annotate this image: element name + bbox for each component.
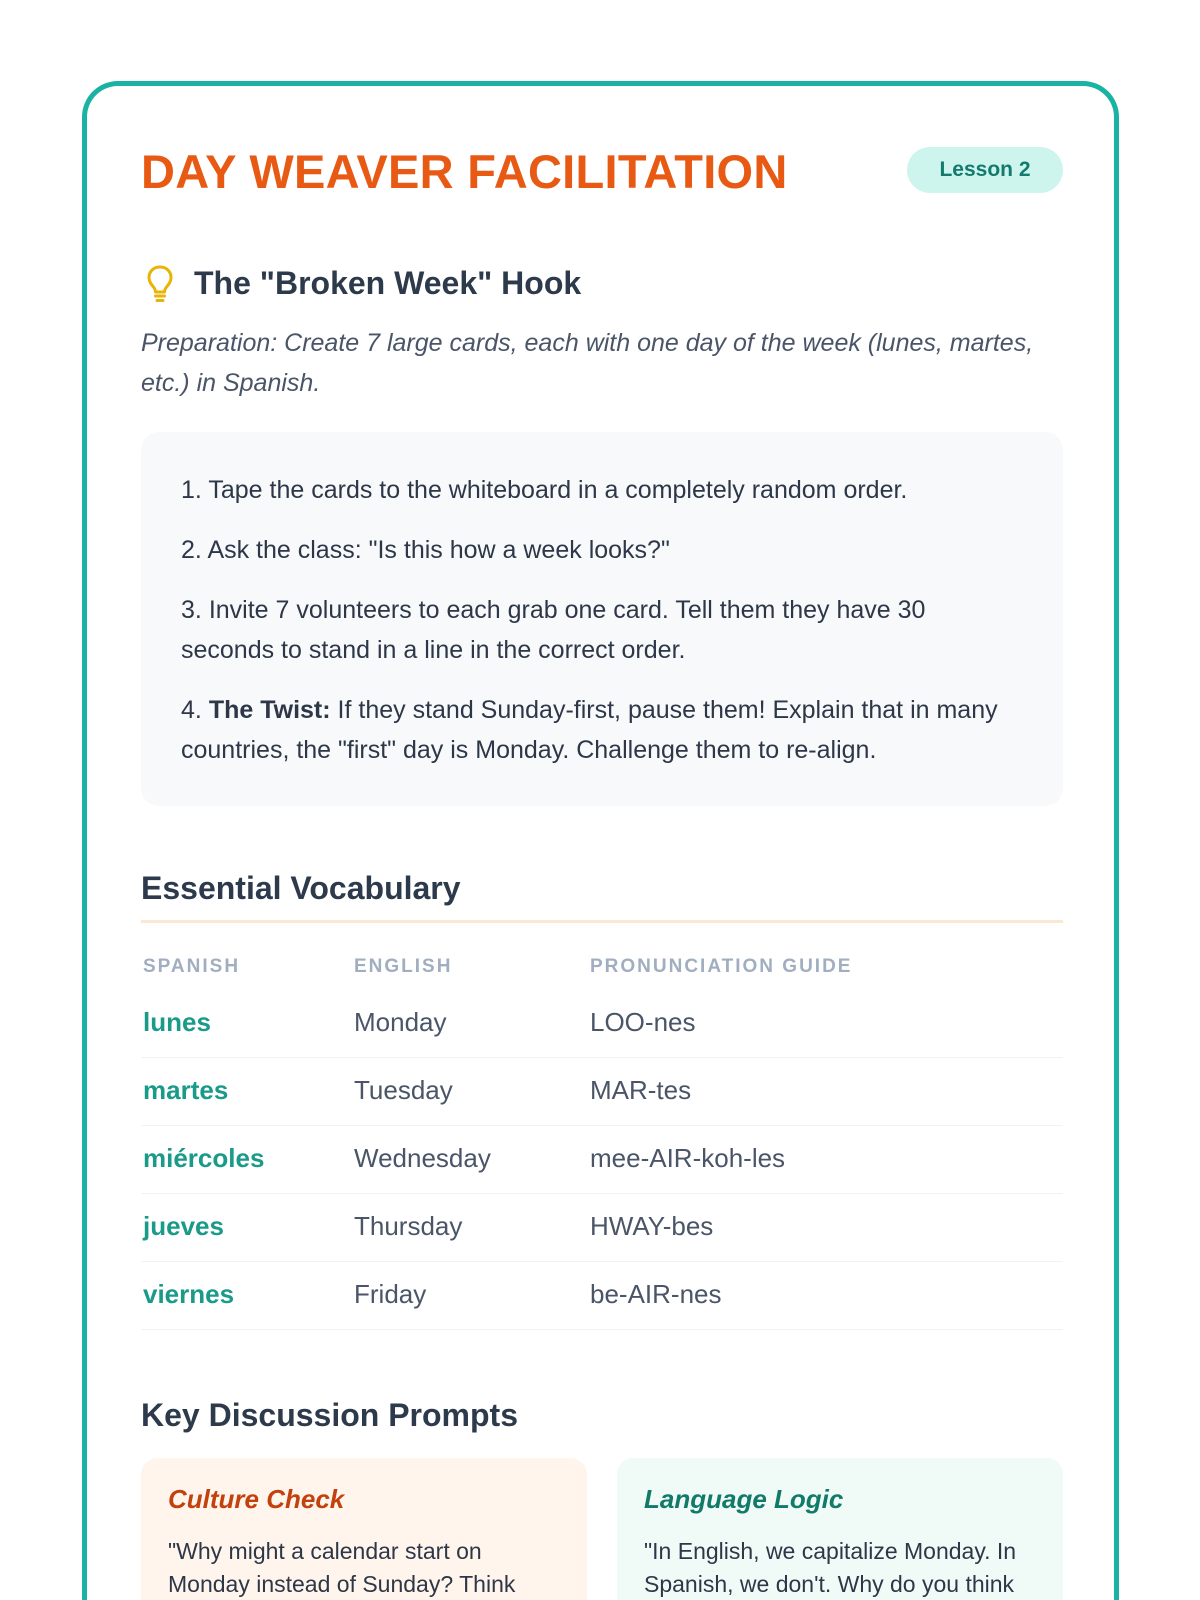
english-word: Monday (354, 1007, 447, 1037)
page-title: DAY WEAVER FACILITATION (141, 145, 788, 198)
column-header-english: ENGLISH (354, 956, 453, 977)
step-item: 1. Tape the cards to the whiteboard in a completely random order. (181, 476, 908, 504)
vocabulary-title: Essential Vocabulary (141, 870, 461, 906)
steps-box (141, 432, 1063, 806)
prompt-heading: Culture Check (168, 1484, 345, 1514)
step-item: 2. Ask the class: "Is this how a week looks?" (181, 536, 670, 564)
prompt-card-culture-check (141, 1458, 587, 1600)
lesson-badge: Lesson 2 (907, 147, 1063, 193)
english-word: Friday (354, 1279, 427, 1309)
spanish-word: viernes (143, 1279, 235, 1309)
pronunciation: HWAY-bes (590, 1211, 714, 1241)
english-word: Tuesday (354, 1075, 453, 1105)
column-header-spanish: SPANISH (143, 956, 241, 977)
table-row (141, 1262, 1063, 1330)
hook-heading (141, 261, 1063, 305)
pronunciation: LOO-nes (590, 1007, 696, 1037)
table-row (141, 1126, 1063, 1194)
vocabulary-header-row (141, 956, 1063, 986)
twist-label: The Twist: (208, 696, 331, 724)
spanish-word: lunes (143, 1007, 211, 1037)
spanish-word: jueves (143, 1211, 224, 1241)
prompt-card-language-logic (617, 1458, 1063, 1600)
table-row (141, 1058, 1063, 1126)
lesson-card (82, 81, 1119, 1600)
step-item: 4. The Twist: If they stand Sunday-first, pause them! Explain that in many countries, the "first" day is Monday. Challenge them to re-align. (181, 696, 998, 764)
spanish-word: martes (143, 1075, 229, 1105)
prompt-text: "In English, we capitalize Monday. In Spanish, we don't. Why do you think (644, 1538, 1017, 1597)
english-word: Thursday (354, 1211, 463, 1241)
pronunciation: MAR-tes (590, 1075, 692, 1105)
vocabulary-divider (141, 920, 1063, 923)
lightbulb-icon (145, 264, 175, 304)
step-item: 3. Invite 7 volunteers to each grab one card. Tell them they have 30 seconds to stand in a line in the correct order. (181, 596, 926, 664)
hook-title: The "Broken Week" Hook (194, 265, 582, 301)
vocabulary-table (141, 990, 1063, 1330)
pronunciation: mee-AIR-koh-les (590, 1143, 786, 1173)
table-row (141, 990, 1063, 1058)
spanish-word: miércoles (143, 1143, 265, 1173)
table-row (141, 1194, 1063, 1262)
pronunciation: be-AIR-nes (590, 1279, 722, 1309)
prompt-text: "Why might a calendar start on Monday instead of Sunday? Think (168, 1538, 516, 1597)
prompts-title: Key Discussion Prompts (141, 1397, 518, 1433)
preparation-note: Preparation: Create 7 large cards, each with one day of the week (lunes, martes, etc.) in Spanish. (141, 329, 1034, 397)
column-header-pronunciation: PRONUNCIATION GUIDE (590, 956, 853, 977)
prompt-heading: Language Logic (644, 1484, 844, 1514)
header (141, 142, 1063, 202)
english-word: Wednesday (354, 1143, 491, 1173)
